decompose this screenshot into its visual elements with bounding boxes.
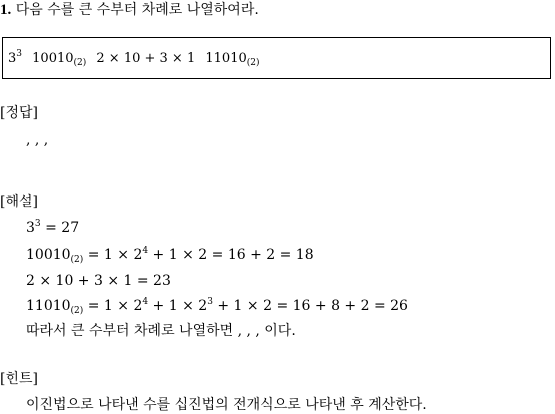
choice-power: $3^3$ [8,49,23,66]
question-number: 1. [0,2,12,18]
explanation-line-2: $10010_{(2)} = 1 \times 2^4 + 1 \times 2 = 16 + 2 = 18$ [26,246,314,265]
choices-content [8,51,259,66]
choice-expression: 2 × 10 + 3 × 1 [96,51,196,66]
explanation-heading: [해설] [0,194,38,210]
question-line [0,1,259,19]
hint-text: 이진법으로 나타낸 수를 십진법의 전개식으로 나타낸 후 계산한다. [26,397,427,413]
choice-binary-2: $11010_{(2)}$ [205,51,260,68]
choices-box [2,37,551,79]
question-text: 다음 수를 큰 수부터 차례로 나열하여라. [15,2,259,18]
answer-heading: [정답] [0,105,38,121]
explanation-line-3: 2 × 10 + 3 × 1 = 23 [26,273,171,289]
hint-heading: [힌트] [0,371,38,387]
explanation-line-5: 따라서 큰 수부터 차례로 나열하면 , , , 이다. [26,323,296,339]
explanation-line-1: $3^3 = 27$ [26,219,80,236]
explanation-line-4: $11010_{(2)} = 1 \times 2^4 + 1 \times 2^3 + 1 \times 2 = 16 + 8 + 2 = 26$ [26,297,408,316]
choice-binary-1: $10010_{(2)}$ [32,51,87,68]
answer-content: , , , [26,132,49,148]
